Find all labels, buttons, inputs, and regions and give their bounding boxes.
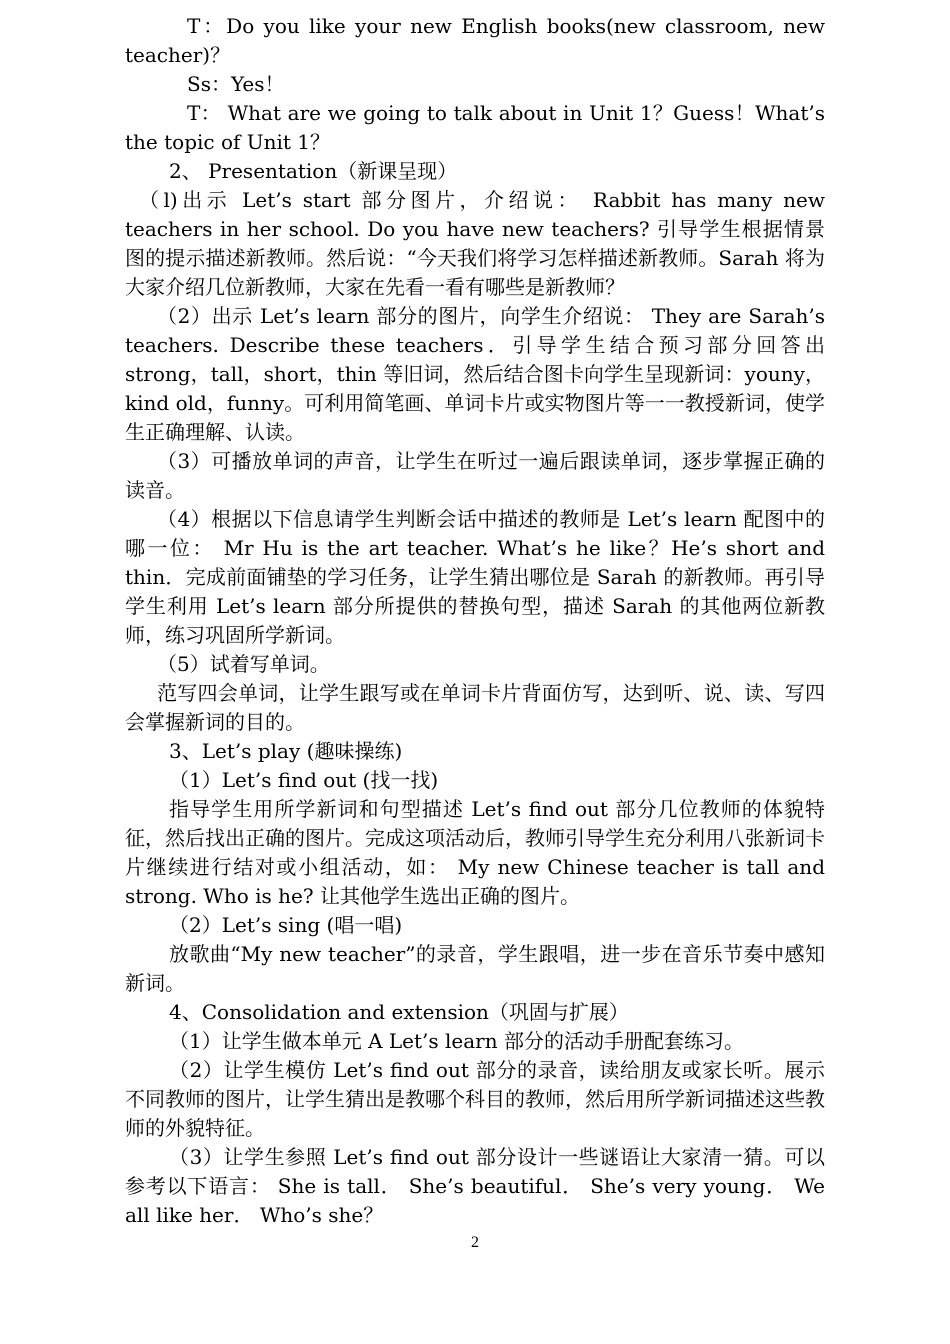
presentation-step-5-detail: 范写四会单词，让学生跟写或在单词卡片背面仿写，达到听、说、读、写四会掌握新词的目的。 <box>125 681 825 734</box>
consolidation-step-1: （1）让学生做本单元 A Let’s learn 部分的活动手册配套练习。 <box>169 1029 744 1053</box>
consolidation-step-3: （3）让学生参照 Let’s find out 部分设计一些谜语让大家清一猜。可以参考以下语言： She is tall． She’s beautiful． She’s very young． We all like her． Who’s she？ <box>125 1145 825 1227</box>
consolidation-step-2: （2）让学生模仿 Let’s find out 部分的录音，读给朋友或家长听。展示不同教师的图片，让学生猜出是教哪个科目的教师，然后用所学新词描述这些教师的外貌特征。 <box>125 1058 825 1140</box>
section-heading-consolidation: 4、Consolidation and extension（巩固与扩展） <box>169 1000 629 1024</box>
lets-find-out-detail: 指导学生用所学新词和句型描述 Let’s find out 部分几位教师的体貌特征，然后找出正确的图片。完成这项活动后，教师引导学生充分利用八张新词卡片继续进行结对或小组活动，如： My new Chinese teacher is tall and strong. Who is he? 让其他学生选出正确的图片。 <box>125 797 825 908</box>
presentation-step-1: （l)出示 Let’s start 部分图片，介绍说： Rabbit has many new teachers in her school. Do you have new teachers? 引导学生根据情景图的提示描述新教师。然后说：“今天我们将学习怎样描述新教师。Sarah 将为大家介绍几位新教师，大家在先看一看有哪些是新教师？ <box>125 188 825 299</box>
lets-sing-detail: 放歌曲“My new teacher”的录音，学生跟唱，进一步在音乐节奏中感知新词。 <box>125 942 825 995</box>
subheading-lets-find-out: （1）Let’s find out (找一找) <box>169 768 439 792</box>
presentation-step-4: （4）根据以下信息请学生判断会话中描述的教师是 Let’s learn 配图中的哪一位： Mr Hu is the art teacher. What’s he like？He’s short and thin．完成前面铺垫的学习任务，让学生猜出哪位是 Sarah 的新教师。再引导学生利用 Let’s learn 部分所提供的替换句型，描述 Sarah 的其他两位新教师，练习巩固所学新词。 <box>125 507 825 647</box>
section-heading-presentation: 2、 Presentation（新课呈现） <box>169 159 458 183</box>
document-body <box>125 12 825 1230</box>
page-number: 2 <box>471 1234 479 1251</box>
dialog-teacher-1: T：Do you like your new English books(new classroom, new teacher)？ <box>125 14 825 67</box>
subheading-lets-sing: （2）Let’s sing (唱一唱) <box>169 913 403 937</box>
presentation-step-2: （2）出示 Let’s learn 部分的图片，向学生介绍说： They are Sarah’s teachers. Describe these teachers．引导学生结合预习部分回答出 strong，tall，short，thin 等旧词，然后结合图卡向学生呈现新词：youny，kind old，funny。可利用简笔画、单词卡片或实物图片等一一教授新词，使学生正确理解、认读。 <box>125 304 825 444</box>
presentation-step-3: （3）可播放单词的声音，让学生在听过一遍后跟读单词，逐步掌握正确的读音。 <box>125 449 825 502</box>
dialog-teacher-2: T： What are we going to talk about in Unit 1？Guess！What’s the topic of Unit 1？ <box>125 101 825 154</box>
dialog-students: Ss：Yes！ <box>187 72 285 96</box>
presentation-step-5: （5）试着写单词。 <box>157 652 330 676</box>
section-heading-lets-play: 3、Let’s play (趣味操练) <box>169 739 403 763</box>
